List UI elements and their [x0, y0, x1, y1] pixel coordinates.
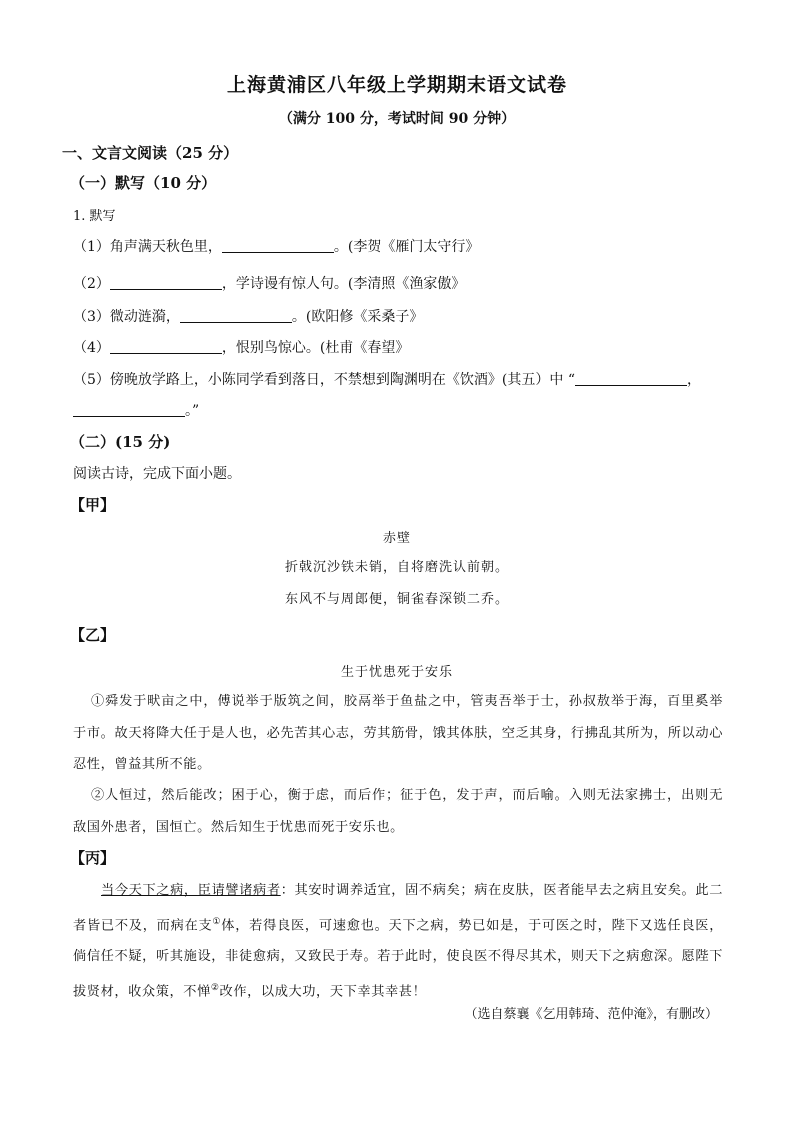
- yi-label: 【乙】: [70, 626, 116, 644]
- item-text-pre: （3）微动涟漪，: [73, 309, 180, 325]
- poem-title: 赤壁: [382, 531, 411, 546]
- answer-blank[interactable]: [73, 402, 185, 417]
- essay-title: 生于忧患死于安乐: [340, 665, 453, 680]
- item-text-post: 。”: [185, 403, 200, 419]
- item-text-post: 。(欧阳修《采桑子》: [291, 309, 424, 325]
- footnote-marker: ①: [212, 916, 222, 927]
- bing-paragraph: [73, 875, 723, 1008]
- part2-heading: （二）(15 分): [70, 433, 171, 451]
- answer-blank[interactable]: [110, 339, 222, 354]
- section-heading: 一、文言文阅读（25 分）: [62, 144, 239, 162]
- dictation-item-4: [73, 337, 409, 357]
- dictation-item-5: [73, 369, 701, 389]
- poem-line: 折戟沉沙铁未销，自将磨洗认前朝。: [284, 560, 509, 575]
- item-text-pre: （1）角声满天秋色里，: [73, 239, 222, 255]
- part1-heading: （一）默写（10 分）: [70, 174, 217, 192]
- dictation-item-5-line2: [73, 400, 199, 420]
- essay-paragraph-2: ②人恒过，然后能改；困于心，衡于虑，而后作；征于色，发于声，而后喻。入则无法家拂士，出则无敌国外患者，国恒亡。然后知生于忧患而死于安乐也。: [73, 788, 723, 835]
- jia-label: 【甲】: [70, 496, 116, 514]
- answer-blank[interactable]: [180, 308, 292, 323]
- bing-text: 体，若得良医，可速愈也。天下之病，势已如是，于可医之时，陛下又选任良医，倘信任不疑，听其施设，非徒愈病，又致民于寿。若于此时，使良医不得尽其术，则天下之病愈深。愿陛下拔贤材，收众策，不惮: [73, 917, 723, 1000]
- item-text-post: 。(李贺《雁门太守行》: [333, 239, 480, 255]
- answer-blank[interactable]: [222, 238, 334, 253]
- part2-intro: 阅读古诗，完成下面小题。: [73, 466, 241, 482]
- dictation-item-3: [73, 306, 423, 326]
- bing-label: 【丙】: [70, 849, 116, 867]
- item-text-post: ，: [686, 372, 701, 388]
- exam-subtitle: （满分 100 分，考试时间 90 分钟）: [278, 111, 516, 127]
- footnote-marker: ②: [210, 982, 220, 993]
- item-text-post: ，恨别鸟惊心。(杜甫《春望》: [221, 340, 410, 356]
- bing-text: ：其安时调养适宜，固不病矣；病在皮肤，医者能早去之病且安矣。此二者皆已不及，而病在支: [73, 883, 723, 933]
- item-text-pre: （4）: [73, 340, 110, 356]
- dictation-item-1: [73, 236, 479, 256]
- essay-paragraph-1: ①舜发于畎亩之中，傅说举于版筑之间，胶鬲举于鱼盐之中，管夷吾举于士，孙叔敖举于海，百里奚举于市。故天将降大任于是人也，必先苦其心志，劳其筋骨，饿其体肤，空乏其身，行拂乱其所为，所以动心忍性，曾益其所不能。: [73, 694, 723, 772]
- dictation-item-2: [73, 273, 465, 293]
- item-text-pre: （5）傍晚放学路上，小陈同学看到落日，不禁想到陶渊明在《饮酒》(其五）中 “: [73, 372, 575, 388]
- source-note: （选自蔡襄《乞用韩琦、范仲淹》，有删改）: [464, 1007, 718, 1022]
- poem-line: 东风不与周郎便，铜雀春深锁二乔。: [284, 592, 509, 607]
- underlined-sentence: 当今天下之病，臣请譬诸病者: [101, 883, 281, 898]
- question-label: 1. 默写: [73, 209, 116, 224]
- item-text-post: ，学诗谩有惊人句。(李清照《渔家傲》: [221, 276, 466, 292]
- item-text-pre: （2）: [73, 276, 110, 292]
- bing-text: 改作，以成大功，天下幸其幸甚！: [219, 984, 427, 1000]
- answer-blank[interactable]: [575, 371, 687, 386]
- page-title: 上海黄浦区八年级上学期期末语文试卷: [226, 74, 567, 96]
- answer-blank[interactable]: [110, 275, 222, 290]
